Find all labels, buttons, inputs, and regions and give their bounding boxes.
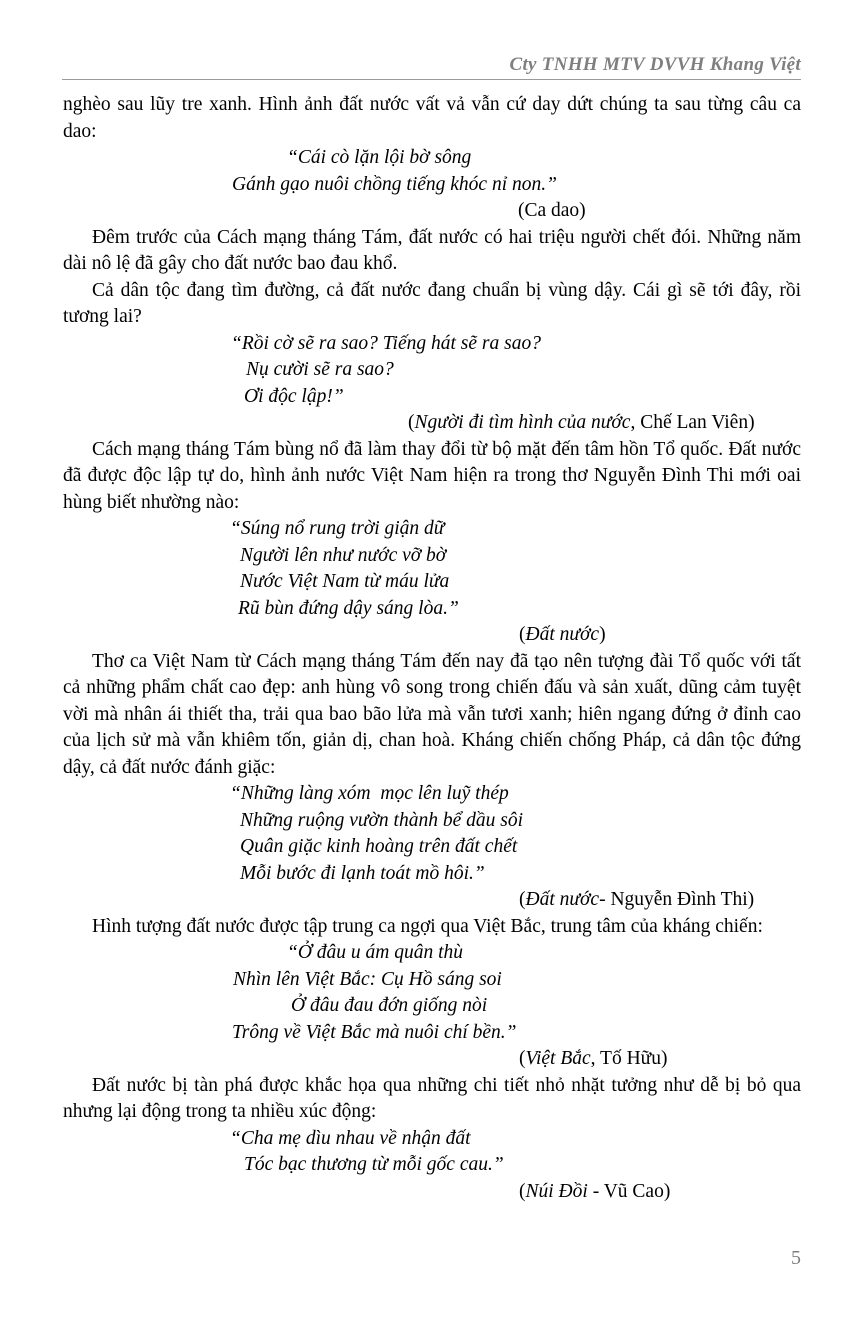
source-text: , Tố Hữu) bbox=[590, 1048, 668, 1069]
poem-line: Người lên như nước vỡ bờ bbox=[240, 544, 447, 566]
poem-line: “Ở đâu u ám quân thù bbox=[287, 942, 464, 963]
poem-line: “Những làng xóm mọc lên luỹ thép bbox=[230, 783, 509, 804]
poem-quote bbox=[63, 145, 801, 198]
poem-quote bbox=[63, 781, 801, 887]
source-text: - Nguyễn Đình Thi) bbox=[599, 889, 755, 910]
source-text: , Chế Lan Viên) bbox=[630, 412, 755, 433]
paragraph: Hình tượng đất nước được tập trung ca ngợi qua Việt Bắc, trung tâm của kháng chiến: bbox=[92, 915, 763, 937]
paragraph: Đất nước bị tàn phá được khắc họa qua những chi tiết nhỏ nhặt tưởng như dễ bị bỏ qua nhưng lại động trong ta nhiều xúc động: bbox=[63, 1074, 801, 1122]
poem-line: Ở đâu đau đớn giống nòi bbox=[291, 995, 488, 1016]
quote-source bbox=[63, 622, 801, 649]
source-text: ( bbox=[519, 624, 526, 645]
poem-line: Nụ cười sẽ ra sao? bbox=[246, 359, 394, 380]
quote-source bbox=[63, 410, 801, 437]
poem-line: Gánh gạo nuôi chồng tiếng khóc nỉ non.” bbox=[232, 173, 557, 195]
poem-line: Rũ bùn đứng dậy sáng lòa.” bbox=[238, 597, 459, 619]
poem-line: Quân giặc kinh hoàng trên đất chết bbox=[240, 836, 518, 857]
poem-line: Nước Việt Nam từ máu lửa bbox=[240, 571, 450, 592]
poem-quote bbox=[63, 331, 801, 411]
poem-line: Trông về Việt Bắc mà nuôi chí bền.” bbox=[232, 1021, 517, 1043]
source-text: (Ca dao) bbox=[518, 200, 586, 221]
page-number: 5 bbox=[791, 1247, 801, 1269]
poem-line: “Cha mẹ dìu nhau về nhận đất bbox=[230, 1127, 471, 1149]
poem-quote bbox=[63, 1126, 801, 1179]
poem-line: Nhìn lên Việt Bắc: Cụ Hồ sáng soi bbox=[233, 968, 502, 990]
poem-line: “Cái cò lặn lội bờ sông bbox=[287, 147, 472, 168]
poem-line: Mỗi bước đi lạnh toát mồ hôi.” bbox=[240, 862, 485, 884]
source-title: Người đi tìm hình của nước bbox=[414, 412, 631, 433]
poem-quote bbox=[63, 516, 801, 622]
quote-source bbox=[63, 1046, 801, 1073]
source-text: ( bbox=[519, 1180, 526, 1202]
source-title: Việt Bắc bbox=[525, 1048, 591, 1069]
poem-line: Những ruộng vườn thành bể dầu sôi bbox=[240, 809, 524, 831]
paragraph: Cả dân tộc đang tìm đường, cả đất nước đang chuẩn bị vùng dậy. Cái gì sẽ tới đây, rồi tương lai? bbox=[63, 279, 801, 327]
poem-quote bbox=[63, 940, 801, 1046]
poem-line: “Rồi cờ sẽ ra sao? Tiếng hát sẽ ra sao? bbox=[231, 332, 541, 354]
quote-source bbox=[63, 887, 801, 914]
paragraph: Cách mạng tháng Tám bùng nổ đã làm thay đổi từ bộ mặt đến tâm hồn Tổ quốc. Đất nước đã được độc lập tự do, hình ảnh nước Việt Nam hiện ra trong thơ Nguyễn Đình Thi mới oai hùng biết nhường nào: bbox=[63, 438, 801, 513]
body-text bbox=[63, 92, 801, 1205]
source-text: ( bbox=[408, 412, 415, 433]
source-title: Đất nước bbox=[525, 889, 600, 910]
source-title: Núi Đồi bbox=[525, 1180, 588, 1202]
paragraph: Thơ ca Việt Nam từ Cách mạng tháng Tám đến nay đã tạo nên tượng đài Tổ quốc với tất cả những phẩm chất cao đẹp: anh hùng vô song trong chiến đấu và sản xuất, dũng cảm tuyệt vời mà nhân ái thiết tha, trải qua bao bão lửa mà vẫn tươi xanh; hiên ngang đứng ở đỉnh cao của lịch sử mà vẫn khiêm tốn, giản dị, chan hoà. Kháng chiến chống Pháp, cả dân tộc đứng dậy, cả đất nước đánh giặc: bbox=[63, 650, 801, 778]
header-rule bbox=[62, 79, 801, 80]
source-text: ( bbox=[519, 1048, 526, 1069]
poem-line: Ơi độc lập!” bbox=[244, 385, 344, 407]
poem-line: Tóc bạc thương từ mỗi gốc cau.” bbox=[244, 1154, 504, 1175]
source-text: ) bbox=[599, 624, 606, 645]
running-header: Cty TNHH MTV DVVH Khang Việt bbox=[509, 54, 801, 75]
quote-source bbox=[63, 1179, 801, 1206]
paragraph: nghèo sau lũy tre xanh. Hình ảnh đất nước vất vả vẫn cứ day dứt chúng ta sau từng câu ca dao: bbox=[63, 94, 801, 142]
paragraph: Đêm trước của Cách mạng tháng Tám, đất nước có hai triệu người chết đói. Những năm dài nô lệ đã gây cho đất nước bao đau khổ. bbox=[63, 226, 801, 274]
source-text: - Vũ Cao) bbox=[587, 1180, 671, 1202]
source-title: Đất nước bbox=[525, 624, 600, 645]
poem-line: “Súng nổ rung trời giận dữ bbox=[230, 518, 445, 539]
source-text: ( bbox=[519, 889, 526, 910]
quote-source bbox=[63, 198, 801, 225]
